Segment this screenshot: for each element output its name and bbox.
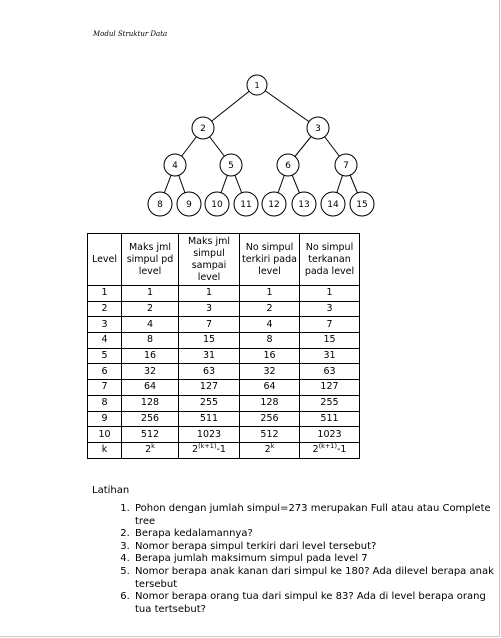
table-row (88, 364, 360, 380)
table-cell: 3 (300, 301, 360, 317)
table-cell: 1023 (179, 427, 240, 443)
table-cell: 4 (240, 317, 300, 333)
tree-node-label: 15 (356, 200, 368, 210)
table-row-formula (88, 442, 360, 458)
tree-node (148, 192, 172, 216)
table-cell: 3 (179, 301, 240, 317)
tree-node (262, 192, 286, 216)
table-row (88, 380, 360, 396)
tree-node-label: 5 (228, 161, 234, 171)
table-cell: 10 (88, 427, 122, 443)
table-cell: 512 (122, 427, 179, 443)
table-cell: 1 (240, 286, 300, 302)
formula-max-at-level: 2$^k$ (122, 442, 179, 458)
tree-node-label: 4 (172, 161, 178, 171)
table-cell: 2 (88, 301, 122, 317)
table-cell: 128 (240, 395, 300, 411)
tree-node-label: 13 (298, 200, 310, 210)
tree-node (292, 192, 316, 216)
table-cell: 128 (122, 395, 179, 411)
table-cell: 511 (300, 411, 360, 427)
table-cell: 8 (88, 395, 122, 411)
header-max-at-level: Maks jml simpul pd level (122, 234, 179, 286)
table-cell: 8 (122, 333, 179, 349)
header-rightmost: No simpul terkanan pada level (300, 234, 360, 286)
table-cell: 255 (179, 395, 240, 411)
table-cell: 2 (122, 301, 179, 317)
tree-node (307, 117, 329, 139)
table-cell: 16 (240, 348, 300, 364)
header-max-up-to-level: Maks jml simpul sampai level (179, 234, 240, 286)
exercise-item: 5. Nomor berapa anak kanan dari simpul ke 180? Ada dilevel berapa anak tersebut (133, 566, 501, 591)
tree-node (177, 192, 201, 216)
table-cell: 1 (122, 286, 179, 302)
table-cell: 5 (88, 348, 122, 364)
table-row (88, 286, 360, 302)
table-row (88, 427, 360, 443)
header-leftmost: No simpul terkiri pada level (240, 234, 300, 286)
exercise-item: 4. Berapa jumlah maksimum simpul pada level 7 (133, 553, 501, 566)
table-cell: 1 (300, 286, 360, 302)
table-row (88, 317, 360, 333)
table-header-row (88, 234, 360, 286)
exercise-section (92, 485, 501, 616)
exercise-item: 1. Pohon dengan jumlah simpul=273 merupakan Full atau atau Complete tree (133, 503, 501, 528)
table-cell: 31 (300, 348, 360, 364)
table-row (88, 333, 360, 349)
table-row (88, 411, 360, 427)
table-cell: 15 (179, 333, 240, 349)
tree-node (335, 154, 357, 176)
formula-leftmost: 2$^k$ (240, 442, 300, 458)
tree-node-label: 12 (268, 200, 280, 210)
level-table (87, 233, 360, 459)
table-cell: 4 (88, 333, 122, 349)
exercise-item: 6. Nomor berapa orang tua dari simpul ke 83? Ada di level berapa orang tua tertsebut? (133, 591, 501, 616)
table-cell: 63 (179, 364, 240, 380)
tree-node (234, 192, 258, 216)
table-cell: 32 (122, 364, 179, 380)
formula-level: k (88, 442, 122, 458)
table-cell: 63 (300, 364, 360, 380)
table-cell: 8 (240, 333, 300, 349)
table-cell: 1023 (300, 427, 360, 443)
table-cell: 1 (179, 286, 240, 302)
table-cell: 1 (88, 286, 122, 302)
tree-node (164, 154, 186, 176)
tree-node (350, 192, 374, 216)
tree-node-label: 11 (240, 200, 252, 210)
table-cell: 64 (240, 380, 300, 396)
table-cell: 256 (122, 411, 179, 427)
table-cell: 255 (300, 395, 360, 411)
table-cell: 16 (122, 348, 179, 364)
table-cell: 127 (300, 380, 360, 396)
formula-rightmost: $2^{(k+1)}-1$ (300, 442, 360, 458)
table-cell: 511 (179, 411, 240, 427)
table-cell: 9 (88, 411, 122, 427)
page-header: Modul Struktur Data (93, 30, 168, 38)
table-cell: 64 (122, 380, 179, 396)
table-row (88, 301, 360, 317)
table-cell: 15 (300, 333, 360, 349)
table-cell: 31 (179, 348, 240, 364)
table-row (88, 348, 360, 364)
tree-node (321, 192, 345, 216)
tree-node-label: 14 (327, 200, 339, 210)
table-cell: 7 (300, 317, 360, 333)
exercise-item: 3. Nomor berapa simpul terkiri dari level tersebut? (133, 541, 501, 554)
exercise-item: 2. Berapa kedalamannya? (133, 528, 501, 541)
tree-node (277, 154, 299, 176)
table-cell: 127 (179, 380, 240, 396)
exercise-title: Latihan (92, 485, 130, 496)
tree-node (220, 154, 242, 176)
tree-node-label: 6 (285, 161, 291, 171)
table-row (88, 395, 360, 411)
table-cell: 2 (240, 301, 300, 317)
exercise-list (92, 503, 501, 616)
tree-node (247, 75, 267, 95)
tree-node-label: 10 (211, 200, 223, 210)
table-cell: 6 (88, 364, 122, 380)
tree-node (192, 117, 214, 139)
table-cell: 7 (179, 317, 240, 333)
table-cell: 4 (122, 317, 179, 333)
formula-max-up-to-level: $2^{(k+1)}-1$ (179, 442, 240, 458)
tree-node-label: 9 (186, 200, 192, 210)
tree-node-label: 8 (157, 200, 163, 210)
table-cell: 7 (88, 380, 122, 396)
table-cell: 512 (240, 427, 300, 443)
tree-node-label: 2 (200, 124, 206, 134)
table-cell: 3 (88, 317, 122, 333)
table-cell: 256 (240, 411, 300, 427)
binary-tree-diagram (0, 0, 501, 225)
table-cell: 32 (240, 364, 300, 380)
tree-node-label: 3 (315, 124, 321, 134)
header-level: Level (88, 234, 122, 286)
tree-node (205, 192, 229, 216)
tree-node-label: 1 (254, 81, 260, 90)
tree-node-label: 7 (343, 161, 349, 171)
